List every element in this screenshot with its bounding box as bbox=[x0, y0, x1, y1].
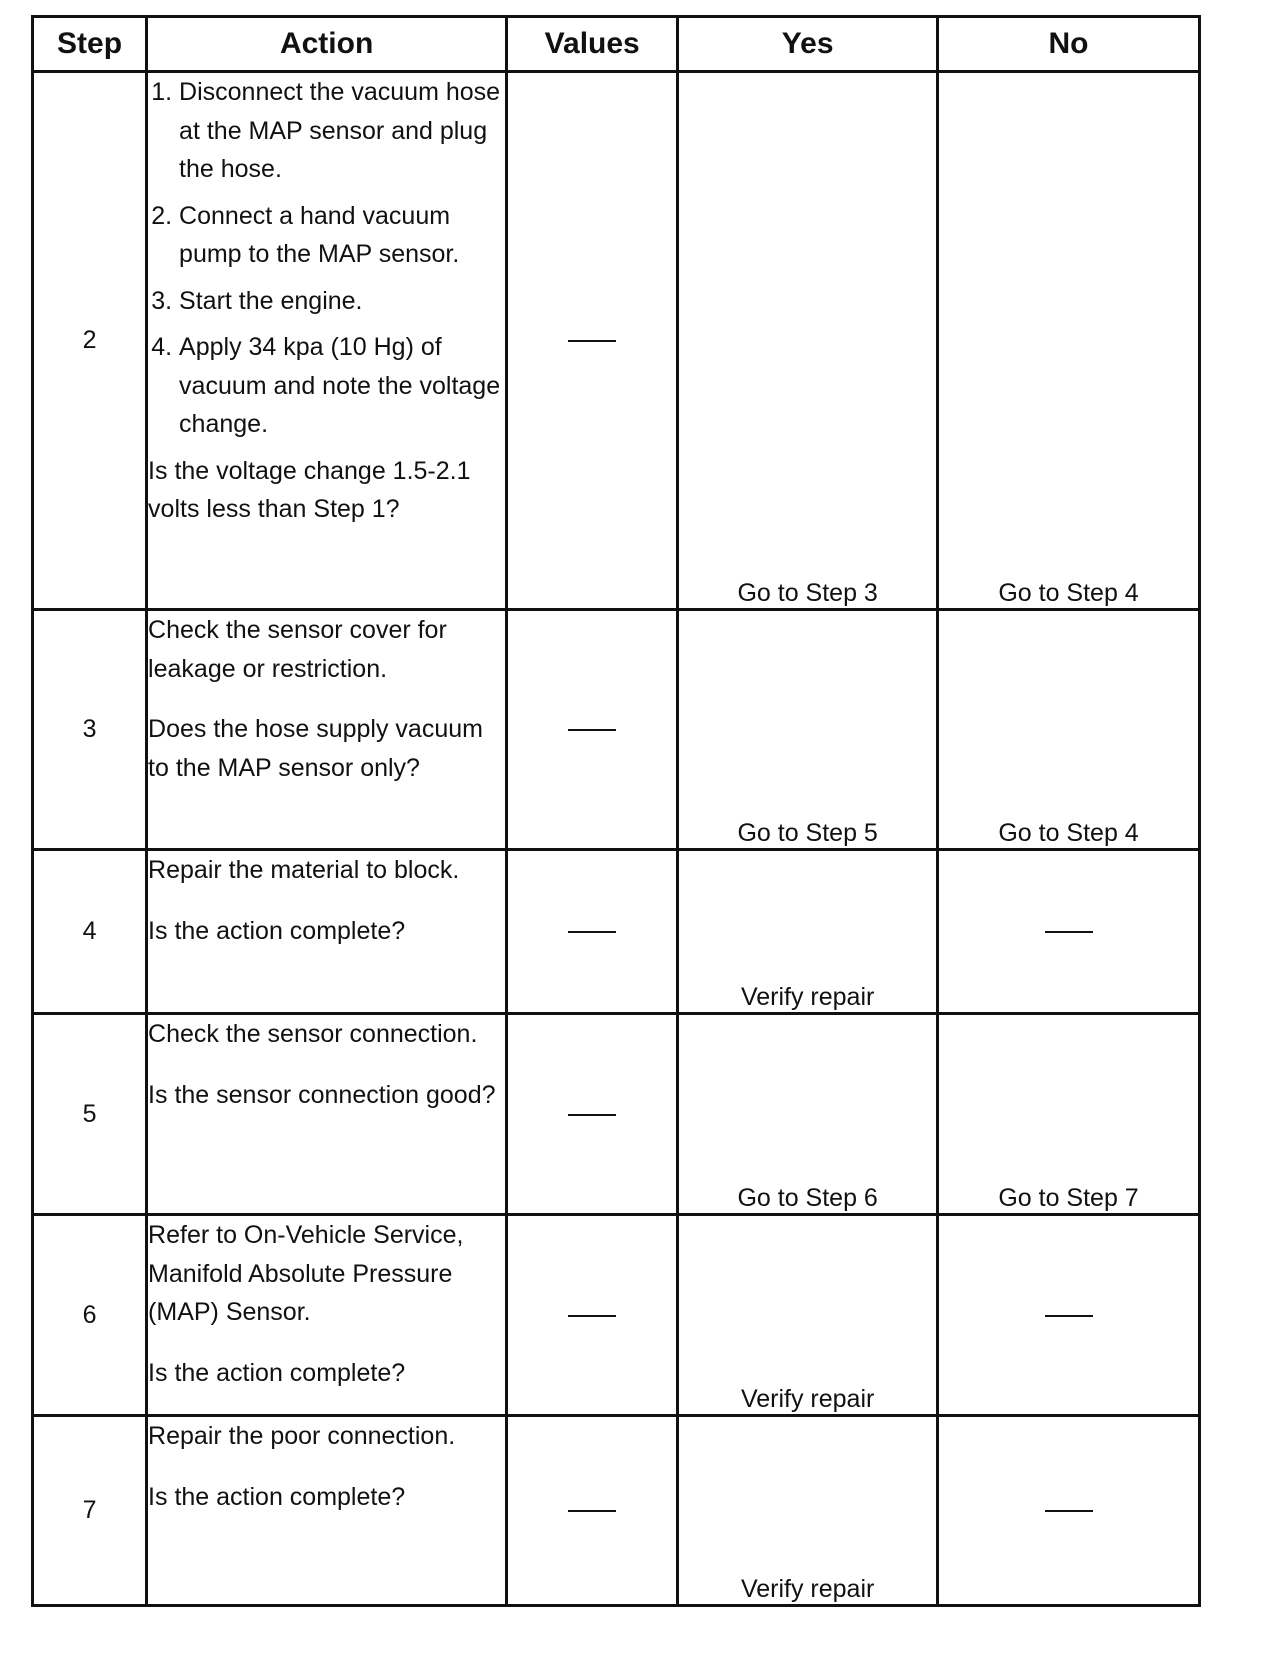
action-question: Is the action complete? bbox=[148, 1482, 406, 1511]
action-cell bbox=[147, 1416, 507, 1606]
header-action: Action bbox=[147, 17, 507, 72]
dash-mark bbox=[568, 1510, 616, 1512]
dash-mark bbox=[568, 1114, 616, 1116]
dash-mark bbox=[568, 1315, 616, 1317]
action-step-1: 1. Disconnect the vacuum hose at the MAP sensor and plug the hose. bbox=[179, 73, 505, 189]
no-cell: Go to Step 4 bbox=[938, 72, 1200, 610]
action-cell bbox=[147, 610, 507, 850]
action-question: Is the voltage change 1.5-2.1 volts less than Step 1? bbox=[148, 456, 471, 523]
step-number: 6 bbox=[33, 1215, 147, 1416]
dash-mark bbox=[568, 931, 616, 933]
yes-cell: Verify repair bbox=[678, 850, 938, 1014]
table-row-step-2 bbox=[33, 72, 1200, 610]
yes-cell: Go to Step 6 bbox=[678, 1014, 938, 1215]
dash-mark bbox=[568, 729, 616, 731]
values-cell bbox=[507, 1416, 678, 1606]
action-cell bbox=[147, 850, 507, 1014]
values-cell bbox=[507, 1014, 678, 1215]
action-instruction: Check the sensor connection. bbox=[148, 1020, 478, 1048]
action-cell bbox=[147, 1215, 507, 1416]
action-cell bbox=[147, 72, 507, 610]
action-instruction: Repair the material to block. bbox=[148, 856, 460, 884]
values-cell bbox=[507, 72, 678, 610]
step-number: 3 bbox=[33, 610, 147, 850]
dash-mark bbox=[1045, 931, 1093, 933]
action-step-2: 2. Connect a hand vacuum pump to the MAP sensor. bbox=[179, 197, 505, 274]
no-cell: Go to Step 7 bbox=[938, 1014, 1200, 1215]
table-row-step-4 bbox=[33, 850, 1200, 1014]
table-row-step-7 bbox=[33, 1416, 1200, 1606]
action-step-4: 4. Apply 34 kpa (10 Hg) of vacuum and note the voltage change. bbox=[179, 328, 505, 444]
table-row-step-6 bbox=[33, 1215, 1200, 1416]
action-question: Is the action complete? bbox=[148, 1358, 406, 1387]
dash-mark bbox=[1045, 1510, 1093, 1512]
yes-cell: Verify repair bbox=[678, 1416, 938, 1606]
no-cell bbox=[938, 1215, 1200, 1416]
header-values: Values bbox=[507, 17, 678, 72]
yes-cell: Verify repair bbox=[678, 1215, 938, 1416]
diagnostic-table bbox=[31, 15, 1201, 1607]
values-cell bbox=[507, 850, 678, 1014]
yes-cell: Go to Step 3 bbox=[678, 72, 938, 610]
table-row-step-5 bbox=[33, 1014, 1200, 1215]
no-cell bbox=[938, 850, 1200, 1014]
action-steps-list bbox=[148, 73, 505, 444]
action-question: Does the hose supply vacuum to the MAP sensor only? bbox=[148, 715, 483, 782]
table-row-step-3 bbox=[33, 610, 1200, 850]
action-question: Is the action complete? bbox=[148, 916, 406, 945]
step-number: 4 bbox=[33, 850, 147, 1014]
action-step-3: 3. Start the engine. bbox=[179, 282, 505, 321]
action-instruction: Repair the poor connection. bbox=[148, 1422, 456, 1450]
action-instruction: Check the sensor cover for leakage or restriction. bbox=[148, 616, 447, 683]
header-yes: Yes bbox=[678, 17, 938, 72]
action-question: Is the sensor connection good? bbox=[148, 1080, 496, 1109]
dash-mark bbox=[568, 340, 616, 342]
header-row bbox=[33, 17, 1200, 72]
no-cell: Go to Step 4 bbox=[938, 610, 1200, 850]
action-instruction: Refer to On-Vehicle Service, Manifold Absolute Pressure (MAP) Sensor. bbox=[148, 1221, 464, 1326]
dash-mark bbox=[1045, 1315, 1093, 1317]
header-step: Step bbox=[33, 17, 147, 72]
step-number: 2 bbox=[33, 72, 147, 610]
header-no: No bbox=[938, 17, 1200, 72]
step-number: 7 bbox=[33, 1416, 147, 1606]
no-cell bbox=[938, 1416, 1200, 1606]
values-cell bbox=[507, 1215, 678, 1416]
values-cell bbox=[507, 610, 678, 850]
step-number: 5 bbox=[33, 1014, 147, 1215]
action-cell bbox=[147, 1014, 507, 1215]
yes-cell: Go to Step 5 bbox=[678, 610, 938, 850]
